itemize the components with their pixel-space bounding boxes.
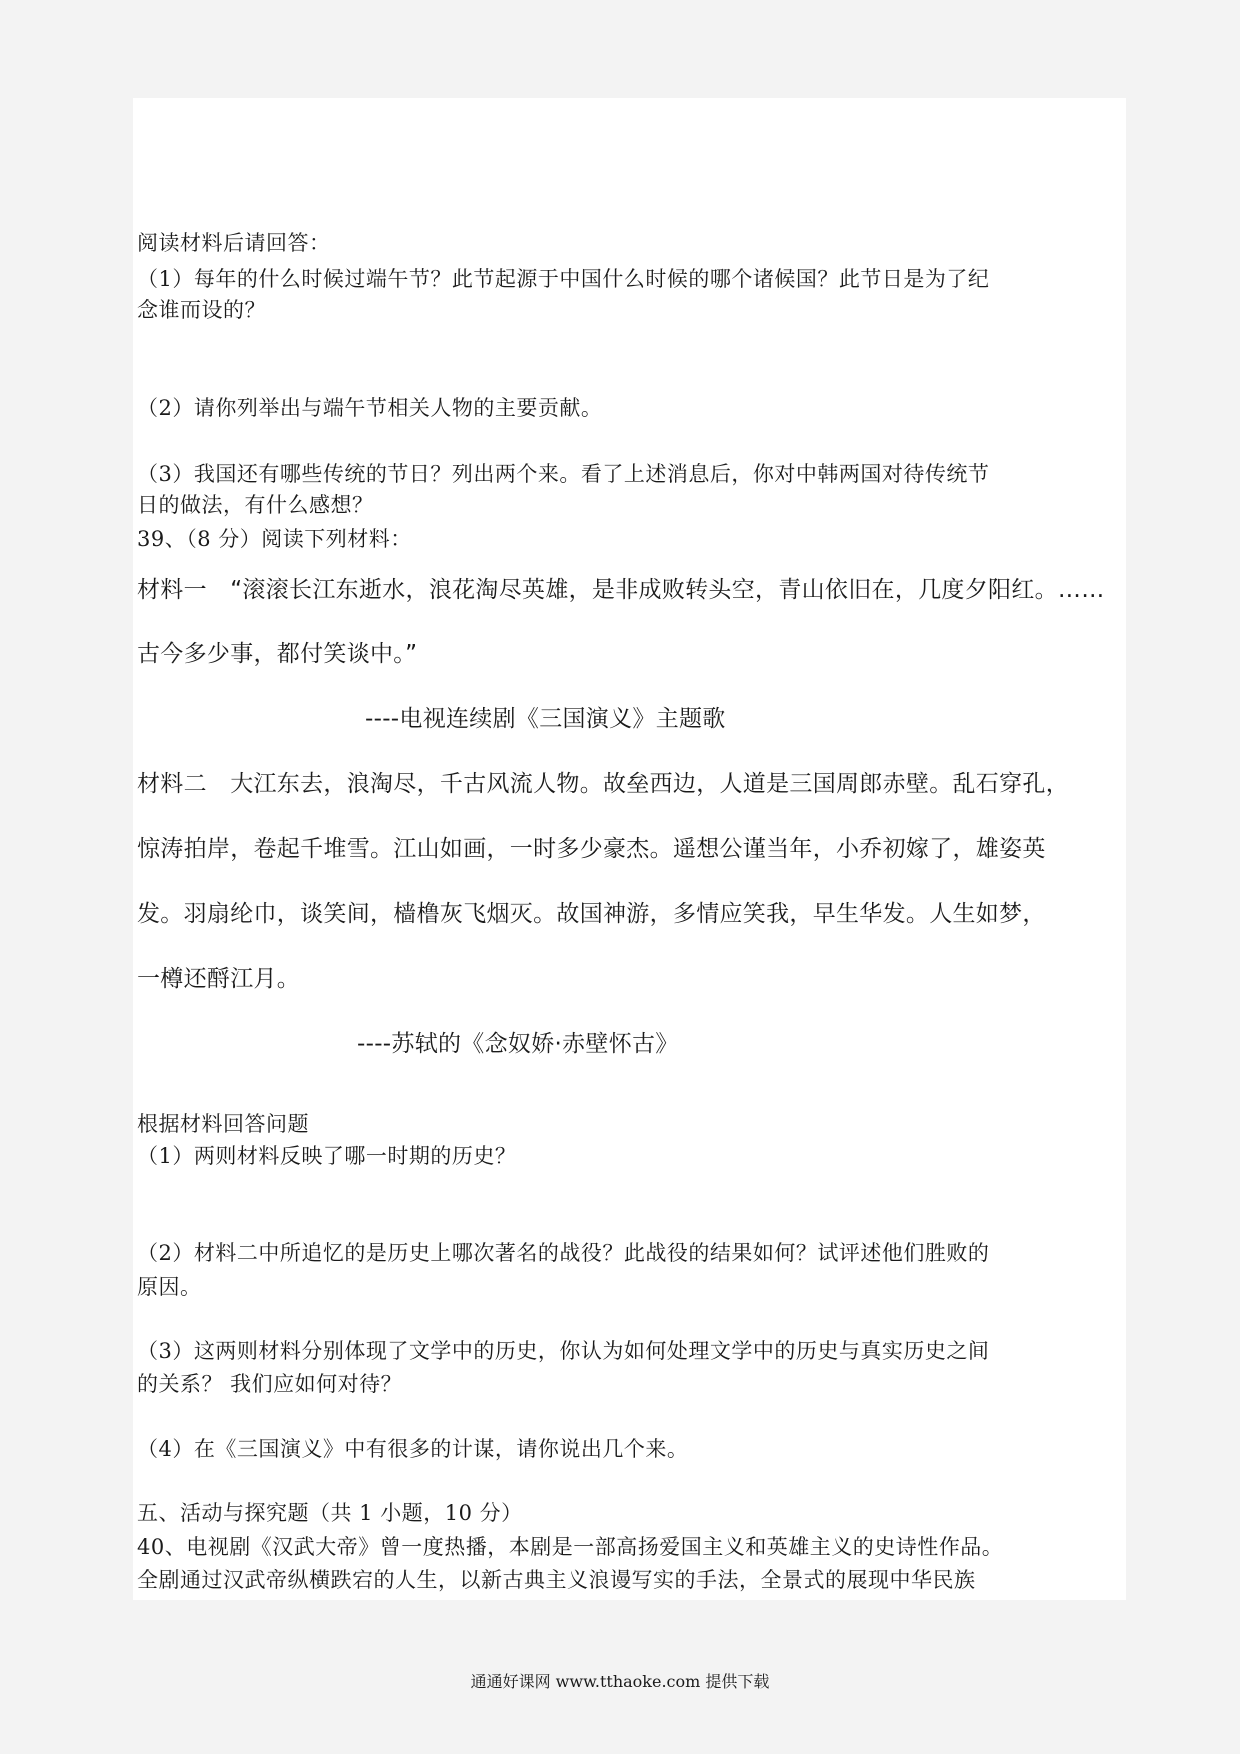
material-2-line-2: 惊涛拍岸，卷起千堆雪。江山如画，一时多少豪杰。遥想公谨当年，小乔初嫁了，雄姿英 xyxy=(137,836,1046,862)
material-2-line-1: 材料二 大江东去，浪淘尽，千古风流人物。故垒西边，人道是三国周郎赤壁。乱石穿孔， xyxy=(137,771,1069,797)
question-38-3-line-2: 日的做法，有什么感想？ xyxy=(137,493,374,517)
intro-line: 阅读材料后请回答： xyxy=(137,231,331,255)
question-40-line-1: 40、电视剧《汉武大帝》曾一度热播，本剧是一部高扬爱国主义和英雄主义的史诗性作品。 xyxy=(137,1535,1004,1559)
question-40-line-2: 全剧通过汉武帝纵横跌宕的人生，以新古典主义浪谩写实的手法，全景式的展现中华民族 xyxy=(137,1568,976,1592)
question-38-1-line-1: （1）每年的什么时候过端午节？此节起源于中国什么时候的哪个诸候国？此节日是为了纪 xyxy=(137,267,990,291)
question-39-1: （1）两则材料反映了哪一时期的历史？ xyxy=(137,1144,517,1168)
section-5-heading: 五、活动与探究题（共 1 小题，10 分） xyxy=(137,1501,523,1525)
question-39-4: （4）在《三国演义》中有很多的计谋，请你说出几个来。 xyxy=(137,1437,689,1461)
question-39-2-line-1: （2）材料二中所追忆的是历史上哪次著名的战役？此战役的结果如何？试评述他们胜败的 xyxy=(137,1241,990,1265)
material-2-line-3: 发。羽扇纶巾，谈笑间，樯橹灰飞烟灭。故国神游，多情应笑我，早生华发。人生如梦， xyxy=(137,901,1046,927)
material-1-source: ----电视连续剧《三国演义》主题歌 xyxy=(365,706,726,732)
question-38-1-line-2: 念谁而设的？ xyxy=(137,298,266,322)
question-39-3-line-2: 的关系？ 我们应如何对待？ xyxy=(137,1372,403,1396)
material-1-line-2: 古今多少事，都付笑谈中。” xyxy=(137,641,418,667)
page-footer: 通通好课网 www.tthaoke.com 提供下载 xyxy=(470,1672,770,1691)
question-39-2-line-2: 原因。 xyxy=(137,1275,202,1299)
question-38-3-line-1: （3）我国还有哪些传统的节日？列出两个来。看了上述消息后，你对中韩两国对待传统节 xyxy=(137,462,990,486)
material-1-line-1: 材料一 “滚滚长江东逝水，浪花淘尽英雄，是非成败转头空，青山依旧在，几度夕阳红。…… xyxy=(137,577,1105,603)
material-2-line-4: 一樽还酹江月。 xyxy=(137,966,301,992)
question-39-header: 39、（8 分）阅读下列材料： xyxy=(137,527,412,551)
question-39-3-line-1: （3）这两则材料分别体现了文学中的历史，你认为如何处理文学中的历史与真实历史之间 xyxy=(137,1339,990,1363)
material-2-source: ----苏轼的《念奴娇·赤壁怀古》 xyxy=(357,1031,679,1057)
question-38-2: （2）请你列举出与端午节相关人物的主要贡献。 xyxy=(137,396,603,420)
question-39-prompt: 根据材料回答问题 xyxy=(137,1112,309,1136)
